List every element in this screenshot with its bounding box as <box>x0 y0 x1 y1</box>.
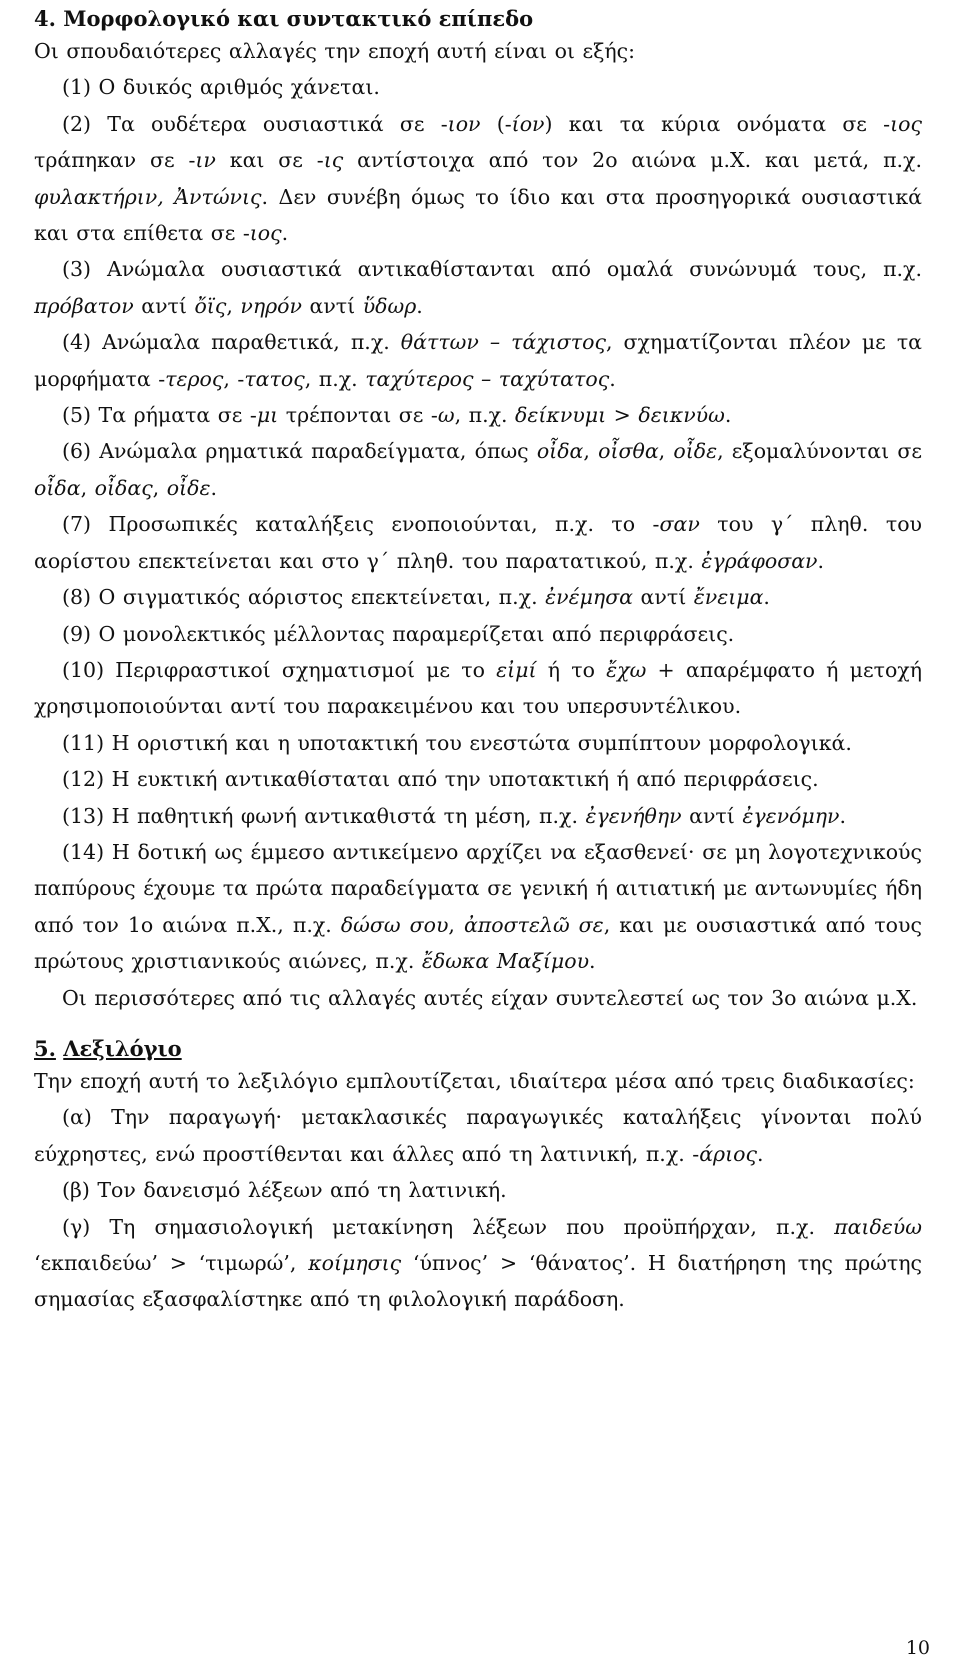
section-5-body <box>34 1063 922 1318</box>
text-run: , <box>80 475 95 500</box>
text-run: > <box>606 403 639 428</box>
italic-example: μι <box>256 403 279 428</box>
text-run: , σχηματίζονται πλέον με τα μορφήματα - <box>34 330 922 391</box>
section-4-title: Μορφολογικό και συντακτικό επίπεδο <box>63 6 534 31</box>
text-run: Την εποχή αυτή το λεξιλόγιο εμπλουτίζεται, ιδιαίτερα μέσα από τρεις διαδικασίες: <box>34 1068 915 1093</box>
italic-example: πρόβατον <box>34 293 134 318</box>
paragraph-p6 <box>34 433 922 506</box>
paragraph-va <box>34 1099 922 1172</box>
italic-example: οἶδε <box>166 475 211 500</box>
italic-example: ἔχω <box>606 657 647 682</box>
text-run: Οι περισσότερες από τις αλλαγές αυτές είχαν συντελεστεί ως τον 3ο αιώνα μ.Χ. <box>62 985 918 1010</box>
text-run: τράπηκαν σε - <box>34 148 196 173</box>
text-run: (11) Η οριστική και η υποτακτική του ενεστώτα συμπίπτουν μορφολογικά. <box>62 730 852 755</box>
italic-example: οἶδα <box>34 475 81 500</box>
text-run: . <box>724 403 732 428</box>
text-run: (7) Προσωπικές καταλήξεις ενοποιούνται, π.χ. το - <box>62 512 660 537</box>
text-run: (γ) Τη σημασιολογική μετακίνηση λέξεων που προϋπήρχαν, π.χ. <box>62 1214 835 1239</box>
text-run: . <box>210 475 217 500</box>
section-4-number: 4. <box>34 6 56 31</box>
paragraph-p4 <box>34 324 922 397</box>
text-run: . Δεν συνέβη όμως το ίδιο και στα προσηγορικά ουσιαστικά και στα επίθετα σε - <box>34 184 923 246</box>
italic-example: δείκνυμι <box>515 403 607 428</box>
text-run: . <box>281 221 289 246</box>
paragraph-p9 <box>34 616 922 652</box>
text-run: ) και τα κύρια ονόματα σε - <box>544 111 891 136</box>
text-run: . <box>763 585 770 610</box>
italic-example: ιον <box>447 111 481 136</box>
text-run: (2) Τα ουδέτερα ουσιαστικά σε - <box>62 111 448 136</box>
text-run: , - <box>223 366 245 391</box>
italic-example: οἶσθα <box>598 439 659 464</box>
text-run: και σε - <box>215 148 324 173</box>
italic-example: εἰμί <box>496 657 537 682</box>
paragraph-p13 <box>34 798 922 834</box>
italic-example: οἶδε <box>673 439 718 464</box>
text-run: , εξομαλύνονται σε <box>717 439 922 464</box>
italic-example: θάττων – τάχιστος <box>400 330 606 355</box>
text-run: (- <box>480 111 512 136</box>
text-run: . <box>609 366 616 391</box>
text-run: , π.χ. <box>454 403 516 428</box>
italic-example: ις <box>323 148 344 173</box>
paragraph-p14 <box>34 834 922 980</box>
italic-example: ιν <box>195 148 216 173</box>
italic-example: τερος <box>165 366 224 391</box>
italic-example: ιος <box>249 221 282 246</box>
page-content <box>34 4 922 1318</box>
section-4-body <box>34 33 922 1016</box>
text-run: (3) Ανώμαλα ουσιαστικά αντικαθίστανται από ομαλά συνώνυμά τους, π.χ. <box>62 257 922 282</box>
text-run: (α) Την παραγωγή· μετακλασικές παραγωγικές καταλήξεις γίνονται πολύ εύχρηστες, ενώ προστίθενται και άλλες από τη λατινική, π.χ. - <box>34 1105 922 1166</box>
section-4-heading <box>34 4 922 33</box>
text-run: ‘εκπαιδεύω’ > ‘τιμωρώ’, <box>34 1251 309 1275</box>
paragraph-outro <box>34 980 922 1016</box>
text-run: , <box>152 475 167 500</box>
text-run: (9) Ο μονολεκτικός μέλλοντας παραμερίζεται από περιφράσεις. <box>62 621 735 646</box>
italic-example: παιδεύω <box>834 1214 922 1239</box>
text-run: Οι σπουδαιότερες αλλαγές την εποχή αυτή είναι οι εξής: <box>34 39 636 63</box>
italic-example: ἐνέμησα <box>545 585 634 610</box>
text-run: αντί <box>681 803 743 828</box>
text-run: (5) Τα ρήματα σε - <box>62 403 257 428</box>
italic-example: ιος <box>890 111 922 136</box>
text-run: (12) Η ευκτική αντικαθίσταται από την υποτακτική ή από περιφράσεις. <box>62 767 819 792</box>
italic-example: οἶδα <box>536 439 584 464</box>
paragraph-p12 <box>34 761 922 797</box>
page-number: 10 <box>905 1637 930 1659</box>
italic-example: ὄϊς <box>194 293 227 318</box>
italic-example: σαν <box>659 512 700 537</box>
text-run: . <box>817 548 825 573</box>
text-run: αντί <box>301 293 363 318</box>
italic-example: άριος <box>699 1141 757 1166</box>
italic-example: ἐγενήθην <box>585 803 682 828</box>
text-run: , <box>658 439 674 464</box>
paragraph-p2 <box>34 106 922 252</box>
text-run: (1) Ο δυικός αριθμός χάνεται. <box>62 75 380 100</box>
paragraph-intro <box>34 33 922 69</box>
italic-example: ταχύτερος – ταχύτατος <box>365 366 610 391</box>
text-run: , και με ουσιαστικά από τους πρώτους χριστιανικούς αιώνες, π.χ. <box>34 912 922 974</box>
paragraph-p1 <box>34 69 922 105</box>
paragraph-p10 <box>34 652 922 725</box>
text-run: (6) Ανώμαλα ρηματικά παραδείγματα, όπως <box>62 439 537 464</box>
italic-example: ἀποστελῶ σε <box>463 912 604 937</box>
paragraph-vb <box>34 1172 922 1208</box>
text-run: του γ΄ πληθ. του αορίστου επεκτείνεται και στο γ΄ πληθ. του παρατατικού, π.χ. <box>34 512 922 573</box>
text-run: αντίστοιχα από τον 2ο αιώνα μ.Χ. και μετά, π.χ. <box>343 148 922 173</box>
italic-example: κοίμησις <box>308 1251 402 1275</box>
italic-example: φυλακτήριν, Ἀντώνις <box>34 184 262 209</box>
paragraph-p5 <box>34 397 922 433</box>
italic-example: οἶδας <box>94 475 153 500</box>
italic-example: δώσω σου <box>340 912 449 937</box>
text-run: (8) Ο σιγματικός αόριστος επεκτείνεται, π.χ. <box>62 585 546 610</box>
text-run: (β) Τον δανεισμό λέξεων από τη λατινική. <box>62 1178 507 1203</box>
paragraph-v-intro <box>34 1063 922 1099</box>
text-run: (13) Η παθητική φωνή αντικαθιστά τη μέση, π.χ. <box>62 803 586 828</box>
text-run: ‘ύπνος’ > ‘θάνατος’. Η διατήρηση της πρώτης σημασίας εξασφαλίστηκε από τη φιλολογική παράδοση. <box>34 1251 922 1312</box>
italic-example: ἐγενόμην <box>742 803 840 828</box>
paragraph-p11 <box>34 725 922 761</box>
text-run: αντί <box>133 293 195 318</box>
text-run: . <box>589 949 596 974</box>
text-run: , <box>448 912 464 937</box>
text-run: , <box>226 293 241 318</box>
italic-example: ίον <box>511 111 545 136</box>
italic-example: ὕδωρ <box>362 293 417 318</box>
paragraph-p8 <box>34 579 922 615</box>
italic-example: τατος <box>244 366 305 391</box>
text-run: + απαρέμφατο ή μετοχή χρησιμοποιούνται αντί του παρακειμένου και του υπερσυντέλικου. <box>34 657 923 719</box>
section-5-heading <box>34 1034 922 1063</box>
text-run: , <box>583 439 599 464</box>
italic-example: νηρόν <box>240 293 302 318</box>
paragraph-vc <box>34 1209 922 1318</box>
paragraph-p3 <box>34 251 922 324</box>
section-5-number: 5. <box>34 1035 56 1061</box>
text-run: . <box>756 1141 764 1166</box>
text-run: , π.χ. <box>304 366 366 391</box>
section-5-title: Λεξιλόγιο <box>63 1035 182 1061</box>
italic-example: δεικνύω <box>638 403 725 428</box>
text-run: (10) Περιφραστικοί σχηματισμοί με το <box>62 657 497 682</box>
italic-example: ἔνειμα <box>693 585 764 610</box>
text-run: (14) Η δοτική ως έμμεσο αντικείμενο αρχίζει να εξασθενεί· σε μη λογοτεχνικούς παπύρους έχουμε τα πρώτα παραδείγματα σε γενική ή αιτιατική με αντωνυμίες ήδη από τον 1ο αιώνα π.Χ., π.χ. <box>34 839 922 937</box>
italic-example: ἔδωκα Μαξίμου <box>421 949 590 974</box>
text-run: . <box>839 803 846 828</box>
text-run: αντί <box>633 585 694 610</box>
italic-example: ἐγράφοσαν <box>701 548 818 573</box>
text-run: (4) Ανώμαλα παραθετικά, π.χ. <box>62 330 401 355</box>
section-gap <box>34 1016 922 1034</box>
text-run: τρέπονται σε - <box>278 403 438 428</box>
paragraph-p7 <box>34 506 922 579</box>
text-run: ή το <box>536 657 607 682</box>
italic-example: ω <box>437 403 455 428</box>
text-run: . <box>416 293 423 318</box>
